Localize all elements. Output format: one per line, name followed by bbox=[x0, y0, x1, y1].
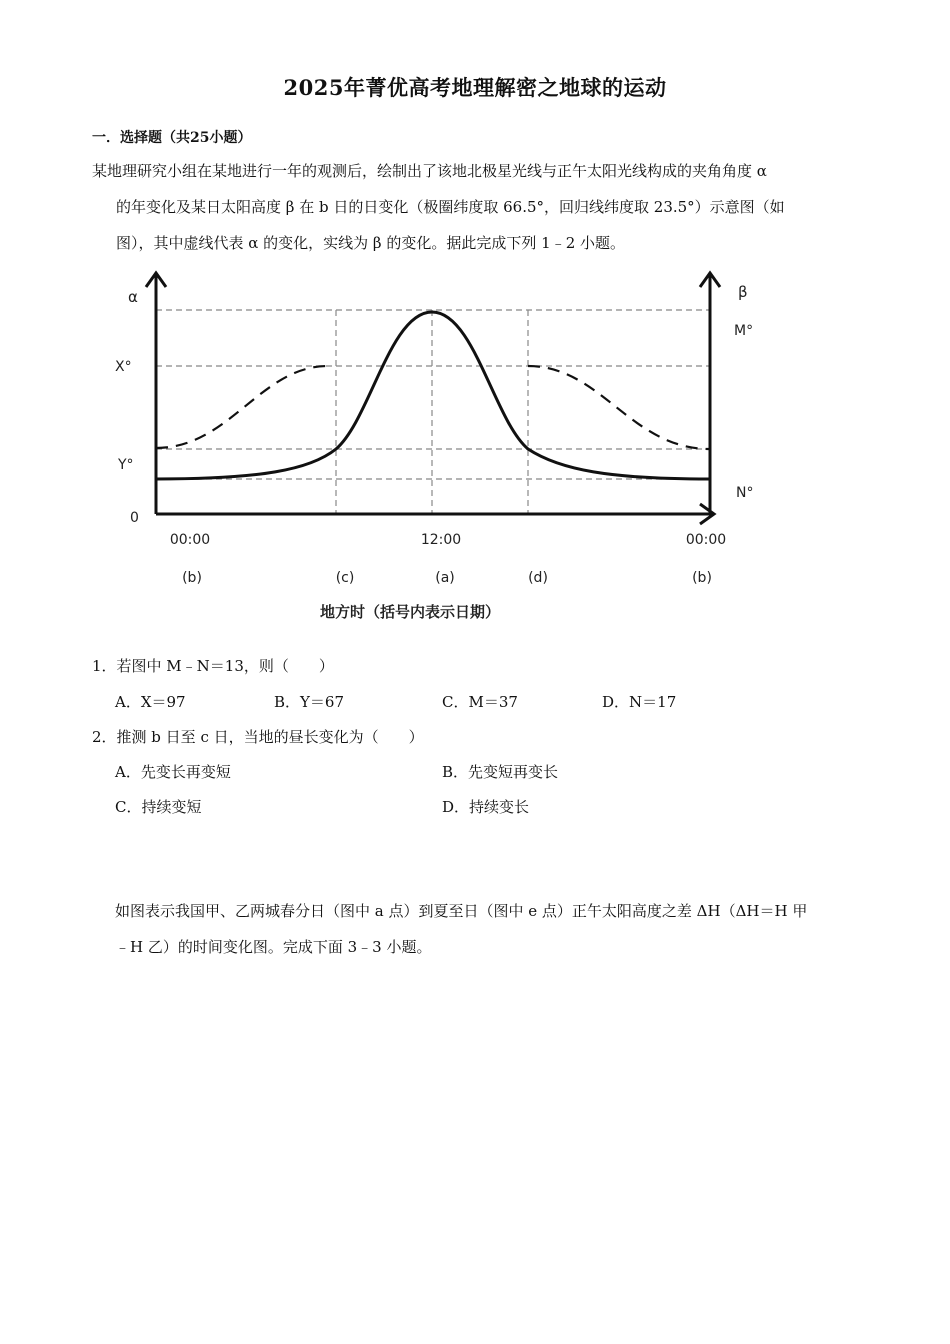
page-title: 2025年菁优高考地理解密之地球的运动 bbox=[283, 75, 667, 100]
section-heading: 一．选择题（共25小题） bbox=[92, 130, 252, 146]
n-degree-label: N° bbox=[736, 485, 754, 501]
question-1-option-d[interactable]: D．N＝17 bbox=[602, 693, 677, 711]
date-label: (b) bbox=[692, 570, 712, 586]
x-degree-label: X° bbox=[115, 359, 132, 375]
question-1-option-c[interactable]: C．M＝37 bbox=[442, 693, 518, 711]
alpha-axis-label: α bbox=[128, 288, 138, 306]
grid-lines bbox=[156, 310, 710, 514]
intro2-line-1: 如图表示我国甲、乙两城春分日（图中 a 点）到夏至日（图中 e 点）正午太阳高度之差 ΔH（ΔH＝H 甲 bbox=[115, 902, 808, 920]
question-2-option-d[interactable]: D．持续变长 bbox=[442, 798, 530, 816]
time-label: 00:00 bbox=[169, 532, 211, 548]
y-degree-label: Y° bbox=[118, 457, 134, 473]
question-2-option-c[interactable]: C．持续变短 bbox=[115, 798, 202, 816]
question-2-option-a[interactable]: A．先变长再变短 bbox=[115, 763, 231, 781]
m-degree-label: M° bbox=[734, 323, 754, 339]
figure bbox=[110, 265, 754, 629]
date-label: (c) bbox=[335, 570, 355, 586]
figure-caption: 地方时（括号内表示日期） bbox=[319, 603, 501, 621]
intro-line-1: 某地理研究小组在某地进行一年的观测后，绘制出了该地北极星光线与正午太阳光线构成的夹角角度 α bbox=[92, 162, 767, 180]
question-1-option-b[interactable]: B．Y＝67 bbox=[274, 693, 345, 711]
intro2-line-2: ﹣H 乙）的时间变化图。完成下面 3﹣3 小题。 bbox=[115, 938, 432, 956]
alpha-beta-diagram bbox=[110, 265, 754, 625]
date-label: (a) bbox=[435, 570, 455, 586]
beta-axis-label: β bbox=[738, 283, 748, 301]
time-label: 00:00 bbox=[685, 532, 727, 548]
beta-solid-curve bbox=[156, 312, 710, 479]
question-2-option-b[interactable]: B．先变短再变长 bbox=[442, 763, 559, 781]
intro-line-2: 的年变化及某日太阳高度 β 在 b 日的日变化（极圈纬度取 66.5°，回归线纬度取 23.5°）示意图（如 bbox=[116, 198, 785, 216]
intro-paragraph bbox=[92, 153, 862, 261]
intro-line-3: 图），其中虚线代表 α 的变化，实线为 β 的变化。据此完成下列 1﹣2 小题。 bbox=[116, 234, 625, 252]
question-1-option-a[interactable]: A．X＝97 bbox=[115, 693, 186, 711]
zero-label: 0 bbox=[130, 510, 139, 526]
date-label: (b) bbox=[182, 570, 202, 586]
time-label: 12:00 bbox=[420, 532, 462, 548]
date-label: (d) bbox=[528, 570, 548, 586]
question-2-stem: 2．推测 b 日至 c 日，当地的昼长变化为（ ） bbox=[92, 728, 424, 746]
question-1-stem: 1．若图中 M﹣N＝13，则（ ） bbox=[92, 657, 334, 675]
alpha-dashed-curve bbox=[156, 366, 710, 449]
intro2-paragraph bbox=[115, 893, 865, 965]
